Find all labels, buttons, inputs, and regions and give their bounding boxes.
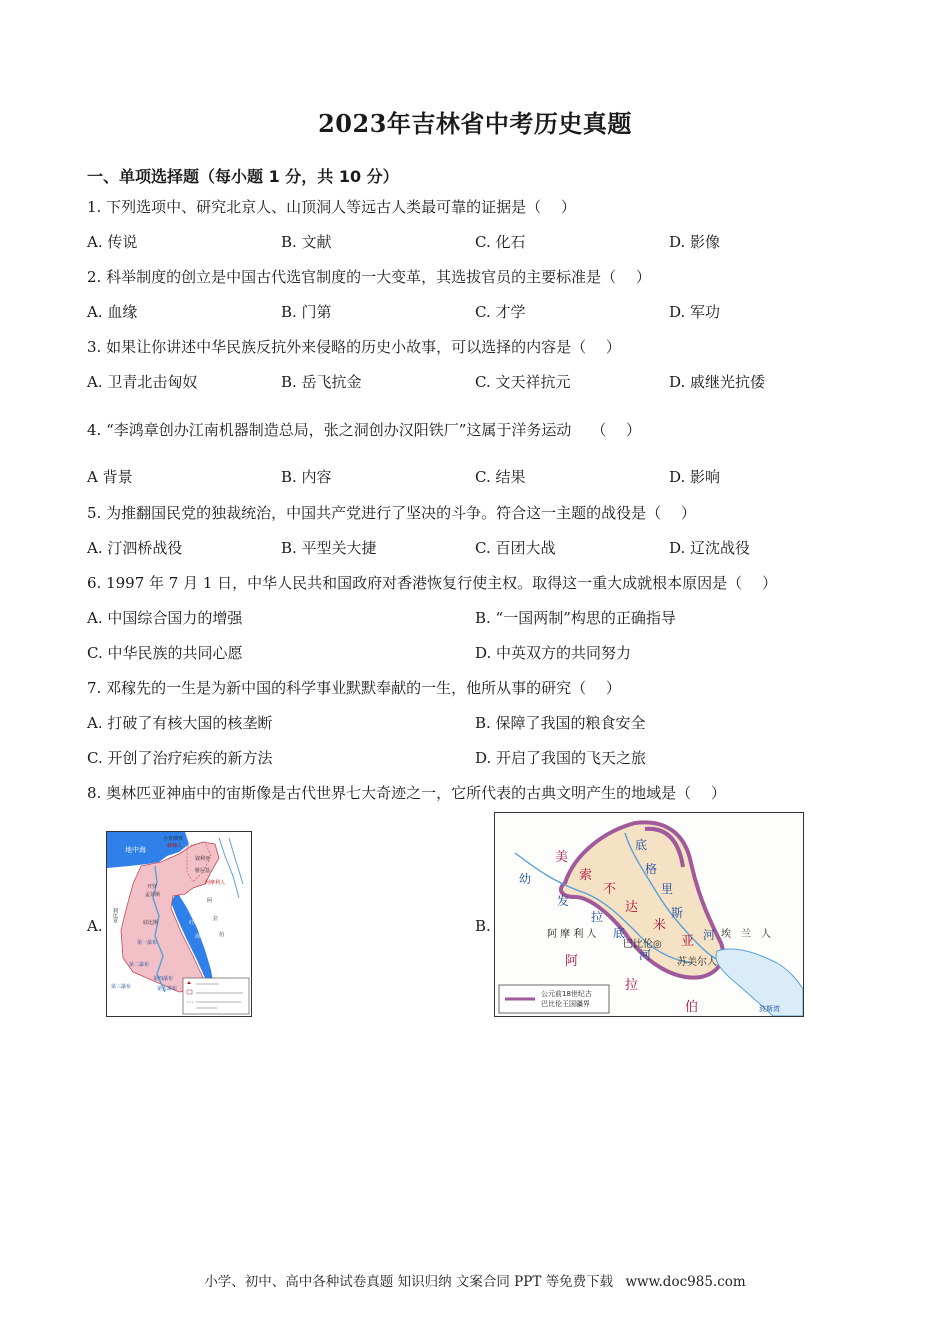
q3-option-d[interactable]: D. 戚继光抗倭 bbox=[669, 373, 766, 391]
q8-option-b[interactable]: B. bbox=[475, 917, 491, 935]
svg-text:幼: 幼 bbox=[519, 872, 532, 886]
q5-option-c[interactable]: C. 百团大战 bbox=[475, 539, 556, 557]
q6-option-b[interactable]: B. “一国两制”构思的正确指导 bbox=[475, 609, 676, 627]
svg-text:红: 红 bbox=[189, 920, 195, 926]
svg-text:里: 里 bbox=[661, 882, 674, 896]
svg-text:美: 美 bbox=[555, 850, 569, 865]
svg-text:第二瀑布: 第二瀑布 bbox=[129, 962, 150, 968]
q2-option-c[interactable]: C. 才学 bbox=[475, 303, 526, 321]
svg-text:底: 底 bbox=[635, 838, 648, 852]
svg-text:开罗: 开罗 bbox=[147, 884, 158, 890]
question-3-stem: 3. 如果让你讲述中华民族反抗外来侵略的历史小故事，可以选择的内容是（ ） bbox=[87, 338, 621, 356]
map-ancient-egypt[interactable] bbox=[106, 831, 252, 1017]
svg-text:公元前18世纪古: 公元前18世纪古 bbox=[541, 990, 592, 998]
q3-option-a[interactable]: A. 卫青北击匈奴 bbox=[87, 373, 198, 391]
q5-option-d[interactable]: D. 辽沈战役 bbox=[669, 539, 751, 557]
svg-text:波斯湾: 波斯湾 bbox=[759, 1005, 780, 1013]
svg-text:叙利亚: 叙利亚 bbox=[195, 856, 211, 862]
section-heading: 一、单项选择题（每小题 1 分，共 10 分） bbox=[87, 167, 399, 186]
q4-option-d[interactable]: D. 影响 bbox=[669, 468, 721, 486]
q7-option-b[interactable]: B. 保障了我国的粮食安全 bbox=[475, 714, 646, 732]
svg-text:苏美尔人: 苏美尔人 bbox=[677, 957, 717, 968]
question-4-stem: 4. “李鸿章创办江南机器制造总局，张之洞创办汉阳铁厂”这属于洋务运动 （ ） bbox=[87, 421, 641, 439]
q8-option-a[interactable]: A. bbox=[87, 917, 103, 935]
svg-text:阿 摩 利 人: 阿 摩 利 人 bbox=[547, 929, 597, 940]
q2-option-d[interactable]: D. 军功 bbox=[669, 303, 721, 321]
svg-text:腓尼基: 腓尼基 bbox=[195, 868, 211, 874]
svg-text:河: 河 bbox=[639, 948, 652, 962]
svg-text:不: 不 bbox=[603, 882, 617, 897]
svg-text:格: 格 bbox=[645, 862, 658, 876]
page-title: 2023年吉林省中考历史真题 bbox=[318, 109, 632, 138]
svg-text:斯: 斯 bbox=[671, 906, 684, 920]
q1-option-b[interactable]: B. 文献 bbox=[281, 233, 332, 251]
svg-text:阿: 阿 bbox=[565, 954, 579, 969]
svg-text:巴比伦◎: 巴比伦◎ bbox=[623, 939, 662, 950]
q6-option-a[interactable]: A. 中国综合国力的增强 bbox=[87, 609, 243, 627]
svg-text:阿摩利人: 阿摩利人 bbox=[205, 880, 226, 886]
q7-option-a[interactable]: A. 打破了有核大国的核垄断 bbox=[87, 714, 273, 732]
q2-option-b[interactable]: B. 门第 bbox=[281, 303, 332, 321]
svg-text:第四瀑布: 第四瀑布 bbox=[153, 976, 174, 982]
svg-text:索: 索 bbox=[579, 868, 593, 883]
q4-option-c[interactable]: C. 结果 bbox=[475, 468, 526, 486]
question-7-stem: 7. 邓稼先的一生是为新中国的科学事业默默奉献的一生，他所从事的研究（ ） bbox=[87, 679, 621, 697]
svg-text:孟菲斯: 孟菲斯 bbox=[145, 892, 161, 898]
svg-text:阿: 阿 bbox=[207, 898, 213, 904]
svg-text:利比亚: 利比亚 bbox=[112, 908, 118, 923]
svg-text:第一瀑布: 第一瀑布 bbox=[137, 940, 158, 946]
q2-option-a[interactable]: A. 血缘 bbox=[87, 303, 138, 321]
q7-option-d[interactable]: D. 开启了我国的飞天之旅 bbox=[475, 749, 647, 767]
svg-text:地中海: 地中海 bbox=[125, 846, 146, 854]
svg-text:赫梯人: 赫梯人 bbox=[167, 843, 183, 849]
svg-text:发: 发 bbox=[557, 894, 570, 908]
svg-text:第五瀑布: 第五瀑布 bbox=[157, 986, 178, 992]
q6-option-d[interactable]: D. 中英双方的共同努力 bbox=[475, 644, 632, 662]
q5-option-b[interactable]: B. 平型关大捷 bbox=[281, 539, 377, 557]
footer-site-link[interactable]: www.doc985.com bbox=[625, 1274, 746, 1290]
svg-text:亚: 亚 bbox=[681, 934, 695, 949]
svg-text:埃 兰 人: 埃 兰 人 bbox=[721, 929, 771, 940]
q7-option-c[interactable]: C. 开创了治疗疟疾的新方法 bbox=[87, 749, 273, 767]
svg-text:拉: 拉 bbox=[625, 978, 639, 993]
q1-option-d[interactable]: D. 影像 bbox=[669, 233, 721, 251]
svg-text:第三瀑布: 第三瀑布 bbox=[111, 984, 132, 990]
svg-text:底: 底 bbox=[613, 926, 626, 940]
page-footer bbox=[0, 1270, 950, 1290]
svg-text:河: 河 bbox=[703, 928, 716, 942]
q5-option-a[interactable]: A. 汀泗桥战役 bbox=[87, 539, 183, 557]
question-8-stem: 8. 奥林匹亚神庙中的宙斯像是古代世界七大奇迹之一，它所代表的古典文明产生的地域是（ ） bbox=[87, 784, 726, 802]
svg-text:巴比伦王国疆界: 巴比伦王国疆界 bbox=[541, 1000, 590, 1008]
q3-option-c[interactable]: C. 文天祥抗元 bbox=[475, 373, 571, 391]
question-6-stem: 6. 1997 年 7 月 1 日，中华人民共和国政府对香港恢复行使主权。取得这一重大成就根本原因是（ ） bbox=[87, 574, 777, 592]
svg-text:伯: 伯 bbox=[219, 932, 225, 938]
q1-option-a[interactable]: A. 传说 bbox=[87, 233, 138, 251]
map-mesopotamia[interactable] bbox=[494, 812, 804, 1017]
svg-text:米: 米 bbox=[653, 918, 667, 933]
q6-option-c[interactable]: C. 中华民族的共同心愿 bbox=[87, 644, 243, 662]
q4-option-a[interactable]: A 背景 bbox=[87, 468, 133, 486]
svg-text:拉: 拉 bbox=[213, 916, 219, 922]
question-1-stem: 1. 下列选项中、研究北京人、山顶洞人等远古人类最可靠的证据是（ ） bbox=[87, 198, 576, 216]
svg-text:小亚细亚: 小亚细亚 bbox=[163, 836, 184, 842]
svg-text:达: 达 bbox=[625, 900, 639, 915]
svg-text:底比斯: 底比斯 bbox=[143, 920, 159, 926]
q4-option-b[interactable]: B. 内容 bbox=[281, 468, 332, 486]
svg-text:伯: 伯 bbox=[685, 1000, 699, 1015]
question-5-stem: 5. 为推翻国民党的独裁统治，中国共产党进行了坚决的斗争。符合这一主题的战役是（ ） bbox=[87, 504, 696, 522]
svg-text:海: 海 bbox=[195, 934, 201, 940]
q3-option-b[interactable]: B. 岳飞抗金 bbox=[281, 373, 362, 391]
q1-option-c[interactable]: C. 化石 bbox=[475, 233, 526, 251]
svg-text:拉: 拉 bbox=[591, 910, 604, 924]
question-2-stem: 2. 科举制度的创立是中国古代选官制度的一大变革，其选拔官员的主要标准是（ ） bbox=[87, 268, 651, 286]
egypt-map-graphic bbox=[107, 832, 251, 1016]
mesopotamia-map-graphic bbox=[495, 813, 803, 1016]
footer-text: 小学、初中、高中各种试卷真题 知识归纳 文案合同 PPT 等免费下载 bbox=[204, 1274, 614, 1290]
